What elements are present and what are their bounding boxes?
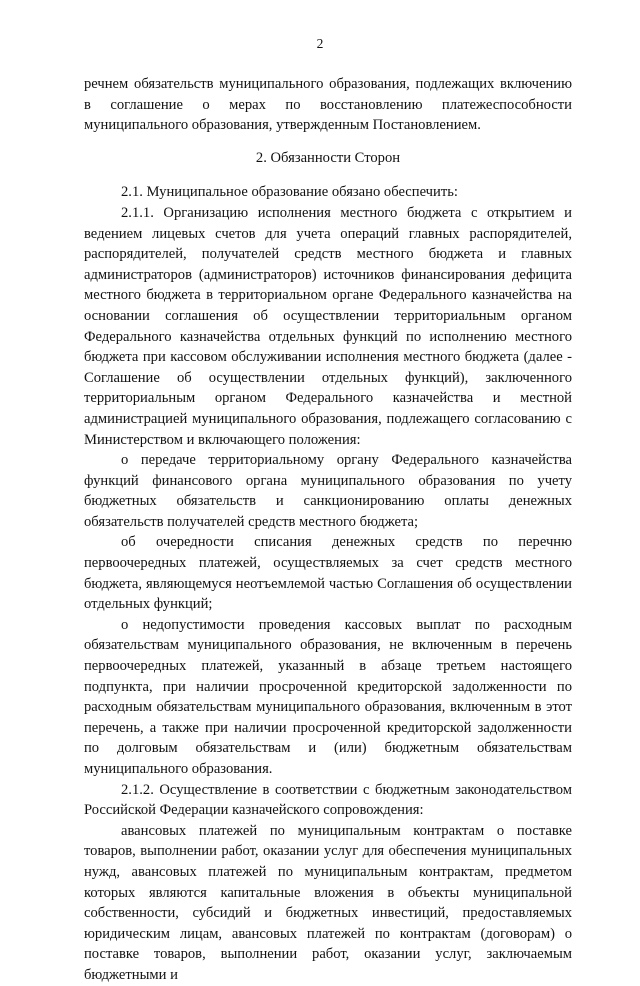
page-number: 2 [316, 36, 324, 51]
clause-2-1-1: 2.1.1. Организацию исполнения местного бюджета с открытием и ведением лицевых счетов для учета операций главных распорядителей, распорядителей, получателей средств местного бюджета и главных администраторов (администраторов) источников финансирования дефицита местного бюджета в территориальном органе Федерального казначейства на основании соглашения об осуществлении территориальным органом Федерального казначейства отдельных функций по исполнению местного бюджета при кассовом обслуживании исполнения местного бюджета (далее - Соглашение об осуществлении отдельных функций), заключенного территориальным органом Федерального казначейства и местной администрацией муниципального образования, подлежащего согласованию с Министерством и включающего положения: [84, 204, 572, 448]
provision-inadmissibility: о недопустимости проведения кассовых выплат по расходным обязательствам муниципального образования, не включенным в перечень первоочередных платежей, указанный в абзаце третьем настоящего подпункта, при наличии просроченной кредиторской задолженности по расходным обязательствам муниципального образования, включенным в этот перечень, а также при наличии просроченной кредиторской задолженности по долговым обязательствам и (или) бюджетным обязательствам муниципального образования. [84, 616, 572, 777]
provision-transfer-functions: о передаче территориальному органу Федерального казначейства функций финансового органа муниципального образования по учету бюджетных обязательств и санкционированию оплаты денежных обязательств получателей средств местного бюджета; [84, 452, 572, 530]
clause-2-1-2: 2.1.2. Осуществление в соответствии с бюджетным законодательством Российской Федерации казначейского сопровождения: [84, 781, 572, 819]
clause-2-1: 2.1. Муниципальное образование обязано обеспечить: [121, 184, 458, 201]
paragraph-continuation: речнем обязательств муниципального образования, подлежащих включению в соглашение о мерах по восстановлению платежеспособности муниципального образования, утвержденным Постановлением. [84, 76, 572, 134]
section-heading: 2. Обязанности Сторон [255, 149, 401, 166]
provision-payment-order: об очередности списания денежных средств по перечню первоочередных платежей, осуществляемых за счет средств местного бюджета, являющемуся неотъемлемой частью Соглашения об осуществлении отдельных функций; [84, 534, 572, 613]
document-body [84, 74, 572, 986]
paragraph-advance-payments: авансовых платежей по муниципальным контрактам о поставке товаров, выполнении работ, оказании услуг для обеспечения муниципальных нужд, авансовых платежей по муниципальным контрактам, предметом которых являются капитальные вложения в объекты муниципальной собственности, субсидий и бюджетных инвестиций, предоставляемых юридическим лицам, авансовых платежей по контрактам (договорам) о поставке товаров, выполнении работ, оказании услуг, заключаемым бюджетными и [84, 822, 572, 983]
